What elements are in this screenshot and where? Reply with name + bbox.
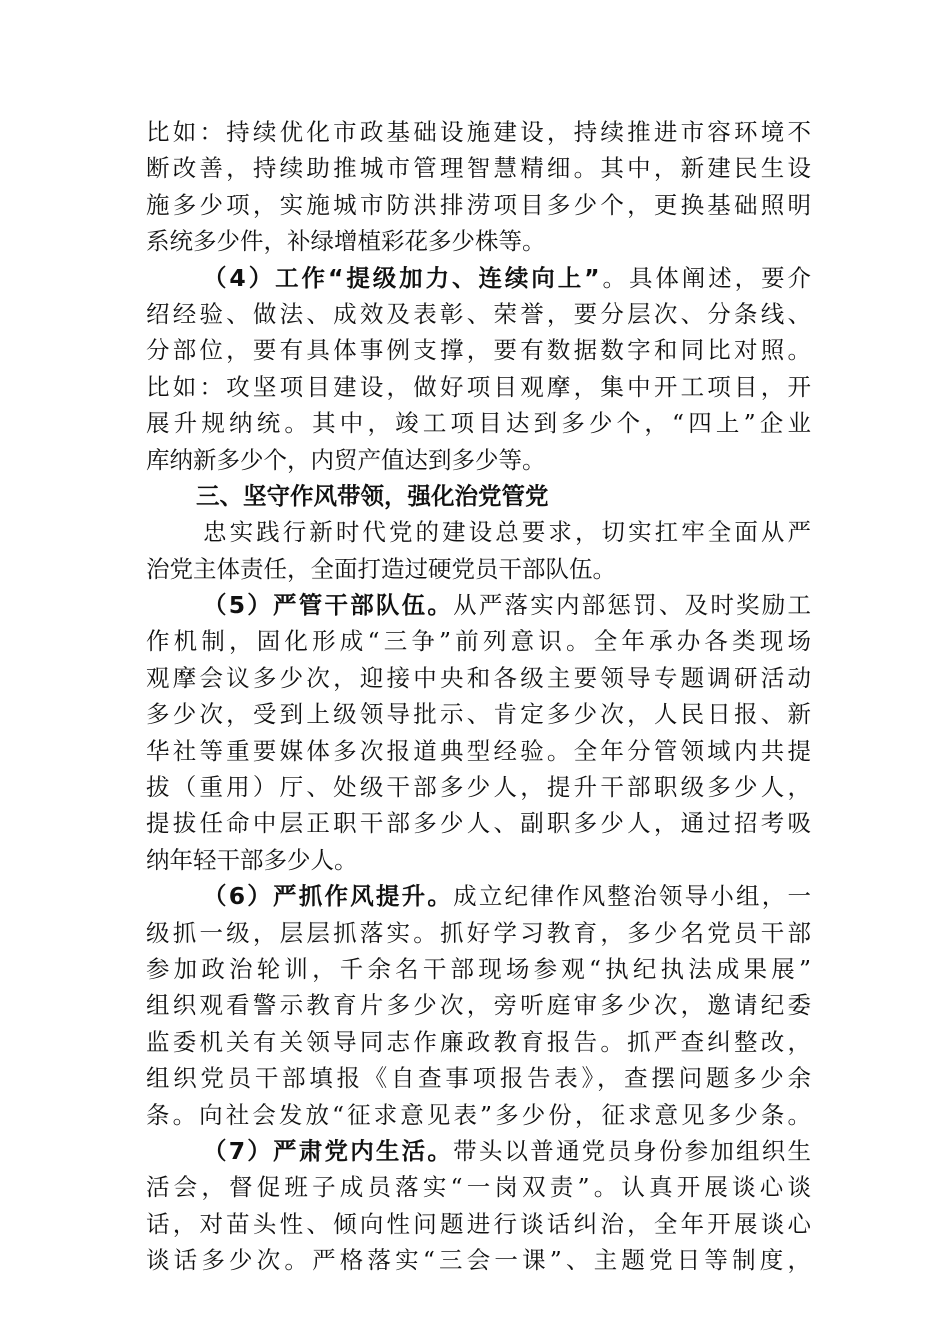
item-text: 带头以普通党员身份参加组织生: [453, 1136, 811, 1165]
paragraph-line: 活会，督促班子成员落实“一岗双责”。认真开展谈心谈: [146, 1173, 811, 1202]
paragraph-line: 比如：攻坚项目建设，做好项目观摩，集中开工项目，开: [146, 372, 811, 401]
item-text: 。具体阐述，要介: [599, 263, 812, 292]
item-heading: （7）严肃党内生活。: [203, 1136, 454, 1165]
item-heading: （5）严管干部队伍。: [203, 591, 454, 620]
paragraph-line: 观摩会议多少次，迎接中央和各级主要领导专题调研活动: [146, 663, 811, 692]
paragraph-line: [146, 260, 811, 296]
paragraph-line: 多少次，受到上级领导批示、肯定多少次，人民日报、新: [146, 700, 811, 729]
item-heading: （6）严抓作风提升。: [203, 882, 454, 911]
item-text: 从严落实内部惩罚、及时奖励工: [453, 591, 811, 620]
paragraph-line: 断改善，持续助推城市管理智慧精细。其中，新建民生设: [146, 154, 811, 183]
paragraph-line: 话，对苗头性、倾向性问题进行谈话纠治，全年开展谈心: [146, 1209, 811, 1238]
paragraph-line: [146, 1133, 811, 1169]
paragraph-line: 条。向社会发放“征求意见表”多少份，征求意见多少条。: [146, 1100, 811, 1129]
section-heading: 三、坚守作风带领，强化治党管党: [196, 481, 549, 510]
paragraph-line: 谈话多少次。严格落实“三会一课”、主题党日等制度，: [146, 1246, 811, 1275]
paragraph-line: 组织观看警示教育片多少次，旁听庭审多少次，邀请纪委: [146, 991, 811, 1020]
paragraph-line: 参加政治轮训，千余名干部现场参观“执纪执法成果展”: [146, 954, 811, 983]
paragraph-line: 忠实践行新时代党的建设总要求，切实扛牢全面从严: [203, 518, 811, 547]
paragraph-line: 分部位，要有具体事例支撑，要有数据数字和同比对照。: [146, 336, 811, 365]
paragraph-line: 展升规纳统。其中，竣工项目达到多少个，“四上”企业: [146, 409, 811, 438]
paragraph-line: 比如：持续优化市政基础设施建设，持续推进市容环境不: [146, 118, 811, 146]
paragraph-line: 作机制，固化形成“三争”前列意识。全年承办各类现场: [146, 627, 811, 656]
paragraph-line: 绍经验、做法、成效及表彰、荣誉，要分层次、分条线、: [146, 299, 811, 328]
paragraph-line: 提拔任命中层正职干部多少人、副职多少人，通过招考吸: [146, 809, 811, 838]
document-page: [146, 114, 811, 1279]
paragraph-line: 华社等重要媒体多次报道典型经验。全年分管领域内共提: [146, 736, 811, 765]
paragraph-line: 级抓一级，层层抓落实。抓好学习教育，多少名党员干部: [146, 918, 811, 947]
item-heading: （4）工作“提级加力、连续向上”: [203, 263, 600, 292]
item-text: 成立纪律作风整治领导小组，一: [453, 882, 811, 911]
paragraph-line: 施多少项，实施城市防洪排涝项目多少个，更换基础照明: [146, 190, 811, 219]
paragraph-line: 治党主体责任，全面打造过硬党员干部队伍。: [146, 554, 616, 583]
paragraph-line: [146, 587, 811, 623]
paragraph-line: 组织党员干部填报《自查事项报告表》，查摆问题多少余: [146, 1064, 811, 1093]
paragraph-line: 拔（重用）厅、处级干部多少人，提升干部职级多少人，: [146, 773, 811, 802]
paragraph-line: [146, 878, 811, 914]
paragraph-line: 监委机关有关领导同志作廉政教育报告。抓严查纠整改，: [146, 1027, 811, 1056]
paragraph-line: 库纳新多少个，内贸产值达到多少等。: [146, 445, 546, 474]
paragraph-line: 纳年轻干部多少人。: [146, 845, 358, 874]
paragraph-line: 系统多少件，补绿增植彩花多少株等。: [146, 227, 546, 256]
